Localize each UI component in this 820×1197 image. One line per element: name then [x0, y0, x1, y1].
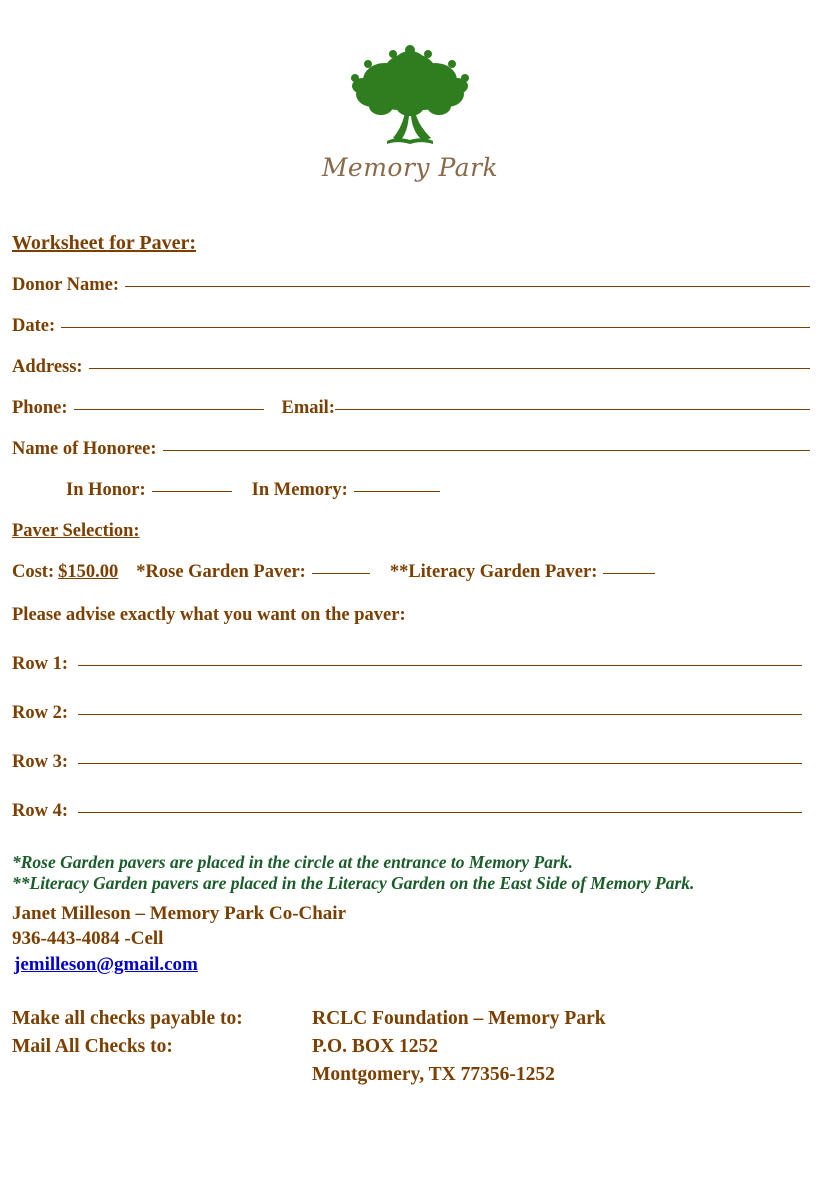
tree-icon — [335, 42, 485, 157]
field-row-4[interactable] — [12, 801, 810, 822]
row-1-label: Row 1: — [12, 654, 69, 674]
contact-phone: 936-443-4084 -Cell — [12, 928, 164, 950]
row-4-label: Row 4: — [12, 801, 69, 821]
cost-label: Cost: — [12, 562, 55, 582]
field-row-2[interactable] — [12, 703, 810, 724]
date-label: Date: — [12, 316, 56, 336]
row-2-label: Row 2: — [12, 703, 69, 723]
email-label: Email: — [281, 398, 335, 418]
table-row — [12, 1006, 606, 1034]
address-input-line[interactable] — [89, 368, 810, 369]
contact-name: Janet Milleson – Memory Park Co-Chair — [12, 902, 347, 924]
footnotes — [12, 852, 802, 895]
mail-label-spacer — [12, 1062, 312, 1090]
table-row — [12, 1034, 606, 1062]
phone-label: Phone: — [12, 398, 68, 418]
page-title: Worksheet for Paver: — [12, 232, 197, 254]
date-input-line[interactable] — [61, 327, 810, 328]
in-memory-checkbox-line[interactable] — [354, 491, 440, 492]
row-1-input-line[interactable] — [78, 665, 802, 666]
paver-worksheet-page — [0, 38, 820, 1197]
cost-value: $150.00 — [58, 562, 119, 582]
email-input-line[interactable] — [335, 409, 810, 410]
field-row-1[interactable] — [12, 654, 810, 675]
literacy-garden-paver-line[interactable] — [603, 573, 655, 574]
mail-address-line-1: P.O. BOX 1252 — [312, 1035, 439, 1057]
row-2-input-line[interactable] — [78, 714, 802, 715]
field-date[interactable] — [12, 316, 810, 337]
mail-label: Mail All Checks to: — [12, 1035, 173, 1057]
contact-email-link[interactable]: jemilleson@gmail.com — [14, 953, 198, 975]
advise-text: Please advise exactly what you want on the paver: — [12, 605, 406, 625]
field-donor-name[interactable] — [12, 275, 810, 296]
rose-garden-paver-label: *Rose Garden Paver: — [136, 562, 306, 582]
in-honor-label: In Honor: — [66, 480, 146, 500]
checks-block — [12, 1006, 810, 1091]
contact-block — [12, 901, 810, 978]
field-row-3[interactable] — [12, 752, 810, 773]
row-4-input-line[interactable] — [78, 812, 802, 813]
field-honor-memory[interactable] — [66, 480, 810, 501]
phone-input-line[interactable] — [74, 409, 264, 410]
logo-wordmark: Memory Park — [321, 153, 499, 182]
field-address[interactable] — [12, 357, 810, 378]
literacy-garden-paver-label: **Literacy Garden Paver: — [389, 562, 598, 582]
row-3-input-line[interactable] — [78, 763, 802, 764]
footnote-rose-garden: *Rose Garden pavers are placed in the circle at the entrance to Memory Park. — [12, 852, 573, 872]
paver-selection-title: Paver Selection: — [12, 521, 140, 541]
payable-value: RCLC Foundation – Memory Park — [312, 1007, 606, 1029]
payable-label: Make all checks payable to: — [12, 1007, 243, 1029]
paver-cost-row[interactable] — [12, 562, 810, 583]
field-honoree[interactable] — [12, 439, 810, 460]
footnote-literacy-garden: **Literacy Garden pavers are placed in the Literacy Garden on the East Side of Memory Park. — [12, 873, 695, 894]
memory-park-logo — [305, 38, 515, 208]
in-memory-label: In Memory: — [251, 480, 348, 500]
rose-garden-paver-line[interactable] — [312, 573, 370, 574]
field-phone-email[interactable] — [12, 398, 810, 419]
honoree-label: Name of Honoree: — [12, 439, 157, 459]
address-label: Address: — [12, 357, 83, 377]
honoree-input-line[interactable] — [163, 450, 810, 451]
checks-table — [12, 1006, 606, 1091]
donor-name-label: Donor Name: — [12, 275, 120, 295]
donor-name-input-line[interactable] — [125, 286, 810, 287]
table-row — [12, 1062, 606, 1090]
in-honor-checkbox-line[interactable] — [152, 491, 232, 492]
row-3-label: Row 3: — [12, 752, 69, 772]
mail-address-line-2: Montgomery, TX 77356-1252 — [312, 1064, 555, 1086]
